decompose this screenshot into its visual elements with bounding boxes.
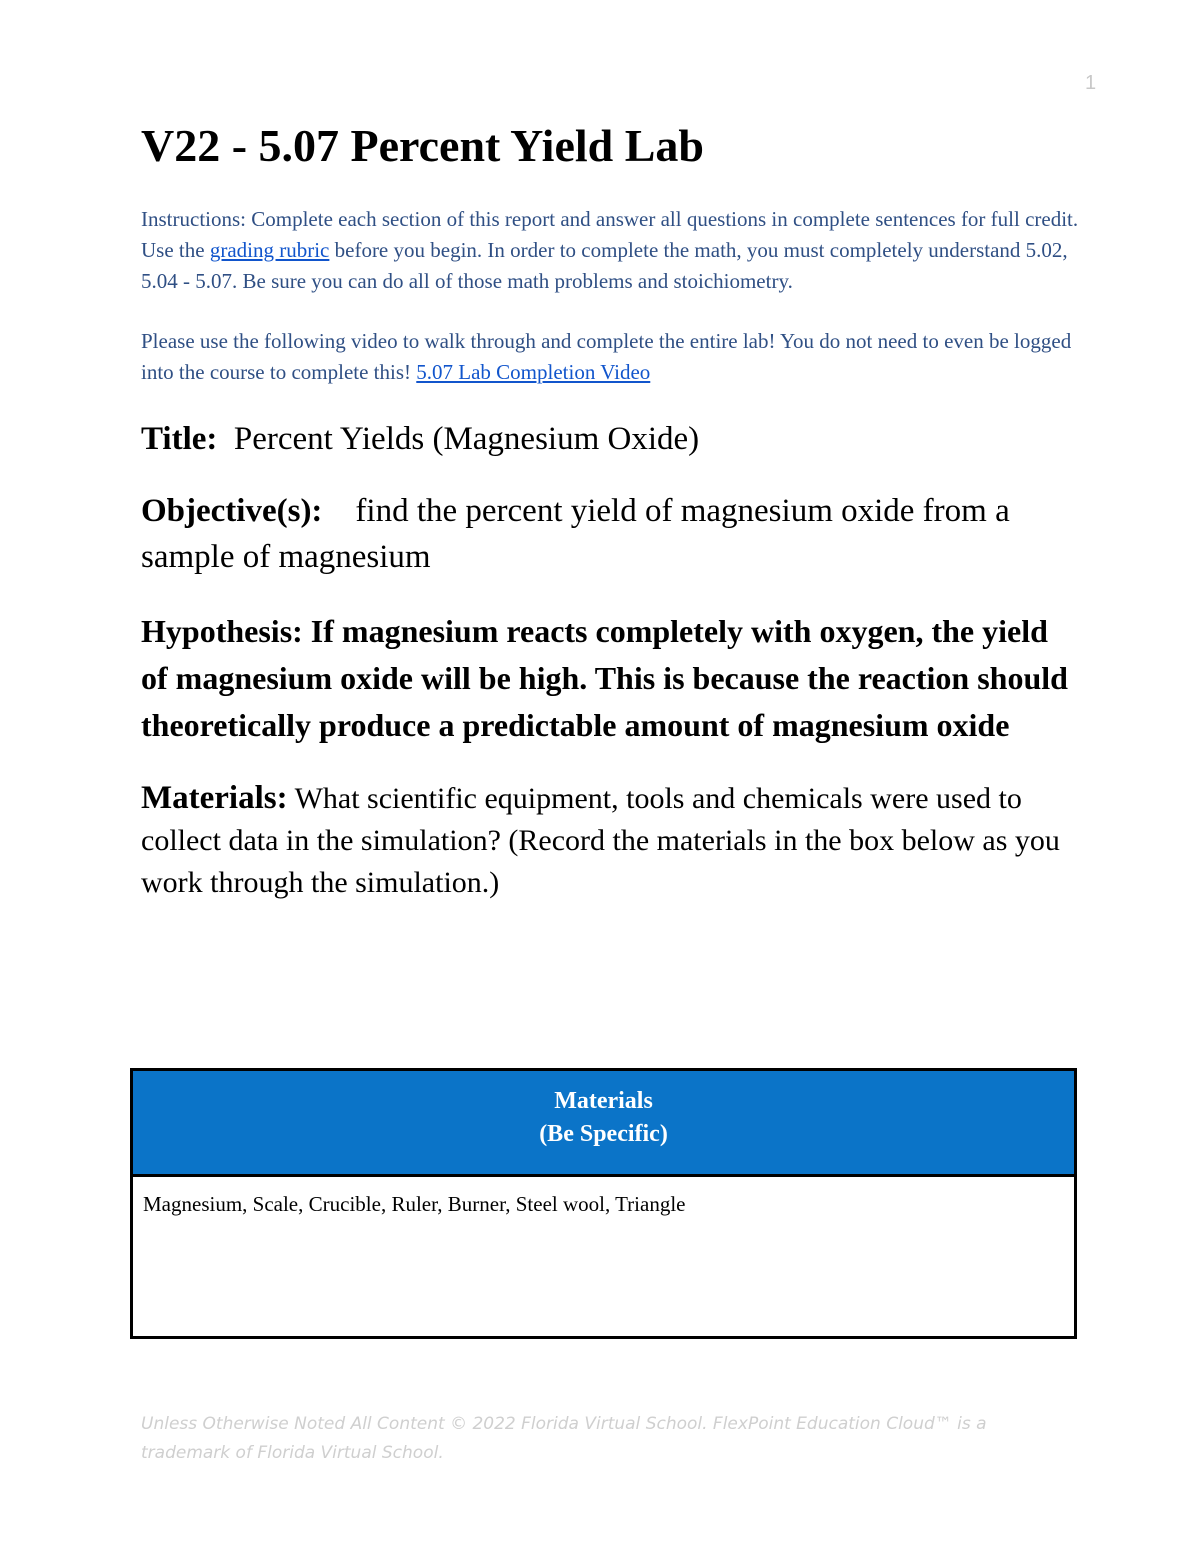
- title-field: [141, 416, 1081, 462]
- video-note-paragraph: [141, 326, 1081, 388]
- hypothesis-field: Hypothesis: If magnesium reacts completely with oxygen, the yield of magnesium oxide will be high. This is because the reaction should theoretically produce a predictable amount of magnesium oxide: [141, 613, 1068, 743]
- objective-label: Objective(s):: [141, 493, 323, 529]
- materials-header-title: Materials: [554, 1088, 653, 1114]
- instructions-text-before: Instructions: Complete each section of this report and answer all questions in complete sentences for full credit. Use the: [141, 207, 1079, 262]
- document-content: [141, 118, 1081, 904]
- materials-list-text: Magnesium, Scale, Crucible, Ruler, Burner, Steel wool, Triangle: [143, 1192, 686, 1216]
- instructions-paragraph: [141, 204, 1081, 297]
- materials-table: [130, 1068, 1077, 1339]
- page-number: 1: [1085, 72, 1097, 94]
- document-title: V22 - 5.07 Percent Yield Lab: [141, 120, 705, 171]
- materials-table-cell[interactable]: [133, 1177, 1074, 1336]
- title-label: Title:: [141, 421, 218, 457]
- lab-completion-video-link[interactable]: 5.07 Lab Completion Video: [416, 360, 651, 384]
- materials-prompt: What scientific equipment, tools and chemicals were used to collect data in the simulation? (Record the materials in the box below as you work through the simulation.): [141, 782, 1060, 899]
- objective-field: [141, 488, 1081, 580]
- grading-rubric-link[interactable]: grading rubric: [209, 238, 330, 262]
- materials-field: [141, 777, 1081, 904]
- materials-label: Materials:: [141, 780, 288, 816]
- objective-value: find the percent yield of magnesium oxide from a sample of magnesium: [141, 493, 1010, 575]
- materials-table-header: [133, 1071, 1074, 1177]
- copyright-footer: Unless Otherwise Noted All Content © 2022 Florida Virtual School. FlexPoint Education Cloud™ is a trademark of Florida Virtual School.: [141, 1414, 987, 1463]
- video-note-text: Please use the following video to walk through and complete the entire lab! You do not need to even be logged into the course to complete this!: [141, 329, 1072, 384]
- materials-header-subtitle: (Be Specific): [539, 1121, 668, 1147]
- instructions-text-after: before you begin. In order to complete the math, you must completely understand 5.02, 5.04 - 5.07. Be sure you can do all of those math problems and stoichiometry.: [141, 238, 1068, 293]
- title-value: Percent Yields (Magnesium Oxide): [233, 421, 700, 457]
